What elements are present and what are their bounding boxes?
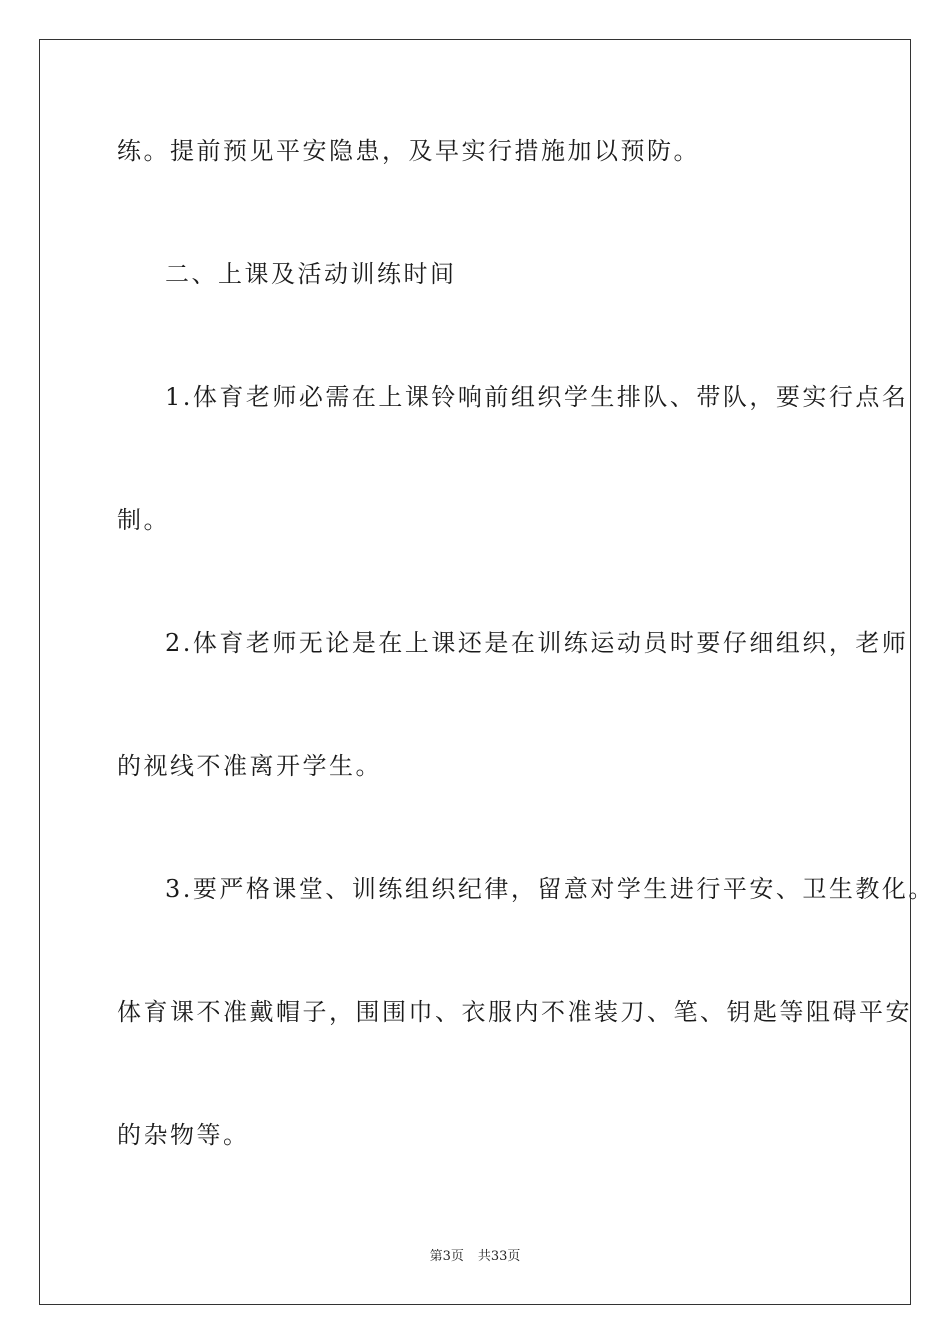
paragraph-line-6: 的视线不准离开学生。	[117, 752, 382, 780]
paragraph-line-3: 1.体育老师必需在上课铃响前组织学生排队、带队，要实行点名	[165, 383, 909, 411]
section-heading: 二、上课及活动训练时间	[165, 260, 457, 288]
total-pages: 共33页	[477, 1249, 521, 1264]
page-footer	[0, 1248, 950, 1266]
paragraph-line-5: 2.体育老师无论是在上课还是在训练运动员时要仔细组织，老师	[165, 629, 909, 657]
paragraph-line-7: 3.要严格课堂、训练组织纪律，留意对学生进行平安、卫生教化。	[165, 875, 935, 903]
paragraph-line-1: 练。提前预见平安隐患，及早实行措施加以预防。	[117, 137, 700, 165]
page-border	[39, 39, 911, 1305]
page-number: 第3页	[429, 1249, 464, 1264]
paragraph-line-8: 体育课不准戴帽子，围围巾、衣服内不准装刀、笔、钥匙等阻碍平安	[117, 998, 912, 1026]
paragraph-line-4: 制。	[117, 506, 170, 534]
paragraph-line-9: 的杂物等。	[117, 1121, 250, 1149]
